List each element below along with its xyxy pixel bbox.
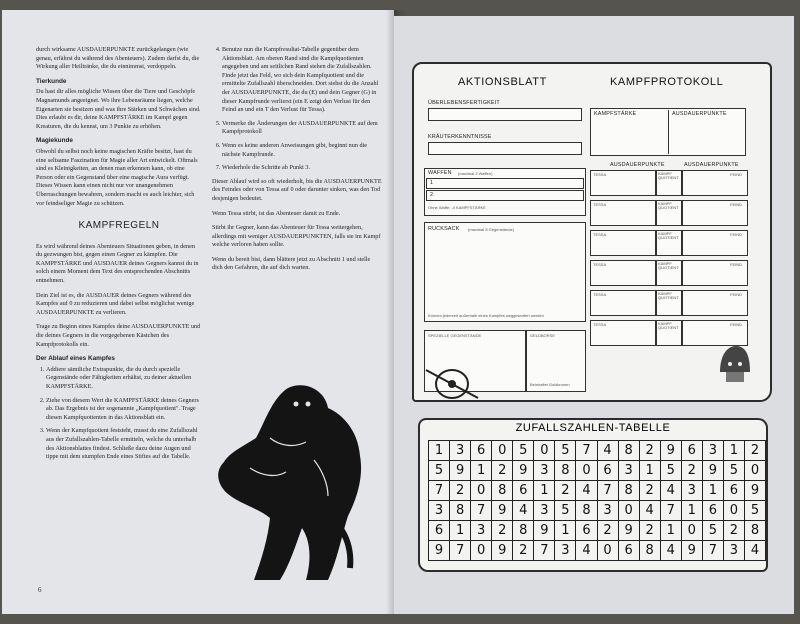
random-number-cell[interactable]: 1 bbox=[534, 481, 555, 501]
random-table-row bbox=[429, 521, 766, 541]
random-number-cell[interactable]: 3 bbox=[450, 441, 471, 461]
random-number-cell[interactable]: 1 bbox=[450, 521, 471, 541]
feind-label: FEIND bbox=[730, 262, 742, 267]
magiekunde-text: Obwohl du selbst noch keine magischen Kräfte besitzt, hast du eine seltsame Faszination für Magie aller Art entwickelt. Oftmals sind es Kleinigkeiten, an denen man erkennen kann, ob eine Person oder ein Gegenstand über eine magische Aura verfügt. Dieses Wissen kann einen nicht nur vor unangenehmen Überraschungen bewahren, sondern macht es auch leichter, sich vor feindseliger Magie zu schützen. bbox=[36, 147, 198, 207]
random-number-cell[interactable]: 8 bbox=[618, 481, 639, 501]
random-number-cell[interactable]: 8 bbox=[744, 521, 765, 541]
step-4: 4. Benutze nun die Kampfresultat-Tabelle gegenüber dem Aktionsblatt. Am oberen Rand sind die Kampfquotienten angegeben und am seitlichen Rand stehen die Zufallszahlen. Finde jetzt das Feld, wo sich dein Kampfquotient und die ermittelte Zufallszahl überschneiden. Dort siehst du die Anzahl der AUSDAUERPUNKTE, die du (E) und dein Gegner (G) in dieser Kampfrunde verlierst (ein E zeigt den Verlust für den Feind an und ein T den Verlust für Tessa). bbox=[222, 46, 382, 115]
ablauf-steps-left bbox=[36, 366, 202, 462]
ablauf-steps-right bbox=[212, 46, 382, 173]
random-number-cell[interactable]: 5 bbox=[744, 501, 765, 521]
quotient-label: KAMPF QUOTIENT bbox=[658, 201, 679, 211]
kraeuter-label: KRÄUTERKENNTNISSE bbox=[428, 134, 492, 140]
random-number-cell[interactable]: 4 bbox=[597, 441, 618, 461]
random-number-cell[interactable]: 4 bbox=[576, 481, 597, 501]
shield-icon bbox=[422, 362, 482, 402]
tessa-dies-paragraph: Wenn Tessa stirbt, ist das Abenteuer damit zu Ende. bbox=[212, 209, 341, 217]
section-title-kampfregeln: KAMPFREGELN bbox=[78, 220, 160, 232]
quotient-label: KAMPF QUOTIENT bbox=[658, 261, 679, 271]
random-number-table-box bbox=[418, 418, 768, 572]
random-number-cell[interactable]: 9 bbox=[744, 481, 765, 501]
random-table-row bbox=[429, 501, 766, 521]
random-number-cell[interactable]: 5 bbox=[660, 461, 681, 481]
random-number-cell[interactable]: 0 bbox=[492, 441, 513, 461]
kampf-paragraph-1: Es wird während deines Abenteuers Situationen geben, in denen du gezwungen bist, gegen einen Gegner zu kämpfen. Die KAMPFSTÄRKE und AUSDAUER deines Gegners kannst du in solch einem Moment dem Text des entsprechenden Abschnitts entnehmen. bbox=[36, 242, 199, 285]
waffen-note: (maximal 2 Waffen) bbox=[458, 171, 493, 176]
waffen-slot-1[interactable] bbox=[426, 178, 584, 189]
random-number-cell[interactable]: 2 bbox=[681, 461, 702, 481]
random-number-cell[interactable]: 3 bbox=[597, 501, 618, 521]
quotient-label: KAMPF QUOTIENT bbox=[658, 321, 679, 331]
random-number-table bbox=[428, 440, 766, 561]
waffen-label: WAFFEN bbox=[428, 170, 452, 176]
random-number-cell[interactable]: 0 bbox=[534, 441, 555, 461]
rucksack-box[interactable] bbox=[424, 222, 586, 322]
feind-label: FEIND bbox=[730, 292, 742, 297]
quotient-label: KAMPF QUOTIENT bbox=[658, 231, 679, 241]
random-number-cell[interactable]: 2 bbox=[639, 441, 660, 461]
kampf-record-row bbox=[590, 290, 746, 316]
random-number-cell[interactable]: 2 bbox=[639, 521, 660, 541]
random-number-cell[interactable]: 3 bbox=[723, 541, 744, 561]
kampf-paragraph-3: Trage zu Beginn eines Kampfes deine AUSDAUERPUNKTE und die deines Gegners in die vorgegebenen Kästchen des Kampfprotokolls ein. bbox=[36, 323, 201, 348]
monster-illustration bbox=[210, 368, 370, 588]
random-number-cell[interactable]: 6 bbox=[618, 541, 639, 561]
tessa-label: TESSA bbox=[593, 202, 607, 207]
random-number-cell[interactable]: 2 bbox=[597, 521, 618, 541]
random-number-cell[interactable]: 1 bbox=[555, 521, 576, 541]
feind-label: FEIND bbox=[730, 202, 742, 207]
random-number-cell[interactable]: 0 bbox=[471, 541, 492, 561]
quotient-label: KAMPF QUOTIENT bbox=[658, 291, 679, 301]
random-number-cell[interactable]: 6 bbox=[576, 521, 597, 541]
random-number-cell[interactable]: 8 bbox=[513, 521, 534, 541]
tessa-label: TESSA bbox=[593, 292, 607, 297]
random-number-cell[interactable]: 3 bbox=[429, 501, 450, 521]
random-number-cell[interactable]: 3 bbox=[534, 501, 555, 521]
random-number-cell[interactable]: 1 bbox=[660, 521, 681, 541]
random-table-row bbox=[429, 441, 766, 461]
waffen-slot-2[interactable] bbox=[426, 190, 584, 201]
page-number: 6 bbox=[38, 586, 42, 594]
repeat-paragraph: Dieser Ablauf wird so oft wiederholt, bis die AUSDAUERPUNKTE des Feindes oder von Tessa auf 0 oder darunter sinken, was den Tod desjenigen bedeutet. bbox=[212, 177, 382, 202]
random-number-cell[interactable]: 8 bbox=[576, 501, 597, 521]
left-column-right bbox=[212, 46, 382, 279]
geld-foot: Beinhaltet Goldkronen bbox=[530, 382, 570, 387]
random-number-cell[interactable]: 6 bbox=[597, 461, 618, 481]
random-number-cell[interactable]: 1 bbox=[723, 441, 744, 461]
tessa-label: TESSA bbox=[593, 262, 607, 267]
random-number-cell[interactable]: 5 bbox=[555, 501, 576, 521]
step-6: 6. Wenn es keine anderen Anweisungen gibt, beginnt nun die nächste Kampfrunde. bbox=[222, 142, 382, 159]
kampf-record-row bbox=[590, 200, 746, 226]
random-number-cell[interactable]: 0 bbox=[723, 501, 744, 521]
random-number-cell[interactable]: 9 bbox=[492, 541, 513, 561]
rucksack-label: RUCKSACK bbox=[428, 226, 460, 232]
ausdauerpunkte-label: AUSDAUERPUNKTE bbox=[672, 111, 727, 117]
random-number-cell[interactable]: 6 bbox=[513, 481, 534, 501]
random-number-cell[interactable]: 2 bbox=[555, 481, 576, 501]
random-number-cell[interactable]: 3 bbox=[681, 481, 702, 501]
random-number-cell[interactable]: 9 bbox=[534, 521, 555, 541]
random-number-cell[interactable]: 0 bbox=[576, 461, 597, 481]
feind-label: FEIND bbox=[730, 172, 742, 177]
quotient-label: KAMPF QUOTIENT bbox=[658, 171, 679, 181]
intro-text: durch wirksame AUSDAUERPUNKTE zurückgelangen (wie genau, erfährst du während des Abenteuers). Zudem darfst du, die Wirkung aller Heiltränke, die du einnimmst, verdoppeln. bbox=[36, 46, 200, 71]
kampfstaerke-label: KAMPFSTÄRKE bbox=[594, 111, 637, 117]
step-2: 2. Ziehe von diesem Wert die KAMPFSTÄRKE deines Gegners ab. Das Ergebnis ist der sogenannte „Kampfquotient". Trage diesen Kampfquotienten in das Aktionsblatt ein. bbox=[46, 397, 202, 423]
kp-ausdauer-right: AUSDAUERPUNKTE bbox=[684, 162, 739, 168]
tessa-label: TESSA bbox=[593, 232, 607, 237]
random-number-cell[interactable]: 5 bbox=[429, 461, 450, 481]
aktionsblatt-title: AKTIONSBLATT bbox=[458, 76, 547, 88]
random-number-cell[interactable]: 2 bbox=[513, 541, 534, 561]
tierkunde-heading: Tierkunde bbox=[36, 77, 67, 85]
left-column-top bbox=[36, 46, 202, 467]
random-number-cell[interactable]: 1 bbox=[702, 481, 723, 501]
step-1: 1. Addiere sämtliche Extrapunkte, die du durch spezielle Gegenstände oder Fähigkeiten erhältst, zu deiner aktuellen KAMPFSTÄRKE. bbox=[46, 366, 202, 392]
step-3: 3. Wenn der Kampfquotient feststeht, musst du eine Zufallszahl aus der Zufallszahlen-Tabelle ermitteln, welche du unterhalb des Aktionsblattes findest. Schließe dazu deine Augen und tippe mit dem stumpfen Ende eines Stiftes auf die Tabelle. bbox=[46, 427, 202, 461]
random-number-cell[interactable]: 7 bbox=[471, 501, 492, 521]
random-number-cell[interactable]: 8 bbox=[618, 441, 639, 461]
action-sheet bbox=[412, 62, 772, 402]
enemy-dies-paragraph: Stirbt ihr Gegner, kann das Abenteuer für Tessa weitergehen, allerdings mit weniger AUSDAUERPUNKTEN, falls sie im Kampf welche verloren haben sollte. bbox=[212, 224, 381, 249]
random-number-cell[interactable]: 2 bbox=[639, 481, 660, 501]
random-number-cell[interactable]: 3 bbox=[702, 441, 723, 461]
random-number-cell[interactable]: 4 bbox=[576, 541, 597, 561]
random-number-cell[interactable]: 5 bbox=[702, 521, 723, 541]
magiekunde-heading: Magiekunde bbox=[36, 137, 73, 145]
random-number-cell[interactable]: 4 bbox=[660, 541, 681, 561]
kampf-record-row bbox=[590, 230, 746, 256]
random-number-cell[interactable]: 9 bbox=[702, 461, 723, 481]
random-number-cell[interactable]: 3 bbox=[534, 461, 555, 481]
spezial-label: SPEZIELLE GEGENSTÄNDE bbox=[428, 333, 482, 338]
random-number-cell[interactable]: 6 bbox=[681, 441, 702, 461]
stats-divider bbox=[668, 110, 669, 154]
random-table-row bbox=[429, 461, 766, 481]
kraeuter-field[interactable] bbox=[428, 142, 582, 155]
random-number-cell[interactable]: 9 bbox=[492, 501, 513, 521]
random-number-cell[interactable]: 7 bbox=[576, 441, 597, 461]
random-table-row bbox=[429, 481, 766, 501]
random-number-cell[interactable]: 8 bbox=[492, 481, 513, 501]
random-number-cell[interactable]: 2 bbox=[723, 521, 744, 541]
step-5: 5. Vermerke die Änderungen der AUSDAUERPUNKTE auf dem Kampfprotokoll bbox=[222, 120, 382, 137]
kampf-paragraph-2: Dein Ziel ist es, die AUSDAUER deines Gegners während des Kampfes auf 0 zu reduzieren und dabei selbst möglichst wenige AUSDAUERPUNKTE zu verlieren. bbox=[36, 291, 195, 316]
random-number-cell[interactable]: 9 bbox=[618, 521, 639, 541]
random-number-cell[interactable]: 7 bbox=[702, 541, 723, 561]
random-number-cell[interactable]: 5 bbox=[513, 441, 534, 461]
random-number-cell[interactable]: 9 bbox=[681, 541, 702, 561]
random-number-cell[interactable]: 9 bbox=[450, 461, 471, 481]
random-number-cell[interactable]: 0 bbox=[744, 461, 765, 481]
random-number-cell[interactable]: 1 bbox=[471, 461, 492, 481]
random-table-row bbox=[429, 541, 766, 561]
kp-ausdauer-left: AUSDAUERPUNKTE bbox=[610, 162, 665, 168]
random-number-cell[interactable]: 5 bbox=[555, 441, 576, 461]
ablauf-heading: Der Ablauf eines Kampfes bbox=[36, 355, 115, 363]
tessa-label: TESSA bbox=[593, 172, 607, 177]
random-number-cell[interactable]: 7 bbox=[597, 481, 618, 501]
random-number-cell[interactable]: 6 bbox=[429, 521, 450, 541]
random-table-title: ZUFALLSZAHLEN-TABELLE bbox=[515, 422, 671, 434]
random-number-cell[interactable]: 3 bbox=[618, 461, 639, 481]
random-number-cell[interactable]: 8 bbox=[450, 501, 471, 521]
ueberleben-field[interactable] bbox=[428, 108, 582, 121]
random-number-cell[interactable]: 2 bbox=[450, 481, 471, 501]
random-number-cell[interactable]: 1 bbox=[429, 441, 450, 461]
random-number-cell[interactable]: 1 bbox=[681, 501, 702, 521]
random-number-cell[interactable]: 9 bbox=[429, 541, 450, 561]
random-number-cell[interactable]: 4 bbox=[744, 541, 765, 561]
random-number-cell[interactable]: 7 bbox=[429, 481, 450, 501]
ready-paragraph: Wenn du bereit bist, dann blättere jetzt zu Abschnitt 1 und stelle dich den Gefahren, die auf dich warten. bbox=[212, 255, 371, 272]
kampf-record-row bbox=[590, 260, 746, 286]
ueberleben-label: ÜBERLEBENSFERTIGKEIT bbox=[428, 100, 500, 106]
random-number-cell[interactable]: 3 bbox=[555, 541, 576, 561]
rucksack-foot: Können jederzeit außerhalb eines Kampfes weggeworfen werden bbox=[428, 313, 544, 318]
random-number-cell[interactable]: 0 bbox=[597, 541, 618, 561]
geldboerse-label: GELDBÖRSE bbox=[530, 333, 555, 338]
random-number-cell[interactable]: 7 bbox=[660, 501, 681, 521]
random-number-cell[interactable]: 8 bbox=[639, 541, 660, 561]
random-number-cell[interactable]: 0 bbox=[681, 521, 702, 541]
random-number-cell[interactable]: 7 bbox=[534, 541, 555, 561]
feind-label: FEIND bbox=[730, 232, 742, 237]
random-number-cell[interactable]: 0 bbox=[618, 501, 639, 521]
rucksack-note: (maximal 8 Gegenstände) bbox=[468, 227, 515, 232]
step-7: 7. Wiederhole die Schritte ab Punkt 3. bbox=[222, 164, 382, 173]
tessa-label: TESSA bbox=[593, 322, 607, 327]
kampf-record-row bbox=[590, 170, 746, 196]
random-number-cell[interactable]: 8 bbox=[555, 461, 576, 481]
random-number-cell[interactable]: 6 bbox=[471, 441, 492, 461]
random-number-cell[interactable]: 2 bbox=[744, 441, 765, 461]
random-number-cell[interactable]: 2 bbox=[492, 521, 513, 541]
random-number-cell[interactable]: 1 bbox=[639, 461, 660, 481]
random-number-cell[interactable]: 4 bbox=[639, 501, 660, 521]
random-number-cell[interactable]: 4 bbox=[660, 481, 681, 501]
waffen-slot-2-label: 2 bbox=[430, 192, 434, 198]
helmet-icon bbox=[714, 342, 754, 386]
random-number-cell[interactable]: 9 bbox=[660, 441, 681, 461]
waffen-foot: Ohne Waffe: -4 KAMPFSTÄRKE bbox=[428, 205, 486, 210]
random-number-cell[interactable]: 6 bbox=[702, 501, 723, 521]
tierkunde-text: Du hast dir alles mögliche Wissen über die Tiere und Geschöpfe Magnamunds angeeignet. Wo ihre Lebensräume liegen, welche Eigenarten sie besitzen und was ihre Stärken und Schwächen sind. Dies erlaubt es dir, deine KAMPFSTÄRKE im Kampf gegen Kreaturen, die du kennst, um 3 Punkte zu erhöhen. bbox=[36, 88, 201, 130]
random-number-cell[interactable]: 9 bbox=[513, 461, 534, 481]
random-number-cell[interactable]: 3 bbox=[471, 521, 492, 541]
random-number-cell[interactable]: 0 bbox=[471, 481, 492, 501]
waffen-slot-1-label: 1 bbox=[430, 180, 434, 186]
random-number-cell[interactable]: 6 bbox=[723, 481, 744, 501]
random-number-cell[interactable]: 2 bbox=[492, 461, 513, 481]
random-number-cell[interactable]: 4 bbox=[513, 501, 534, 521]
random-number-cell[interactable]: 5 bbox=[723, 461, 744, 481]
random-number-cell[interactable]: 7 bbox=[450, 541, 471, 561]
kampfprotokoll-title: KAMPFPROTOKOLL bbox=[610, 76, 724, 88]
feind-label: FEIND bbox=[730, 322, 742, 327]
